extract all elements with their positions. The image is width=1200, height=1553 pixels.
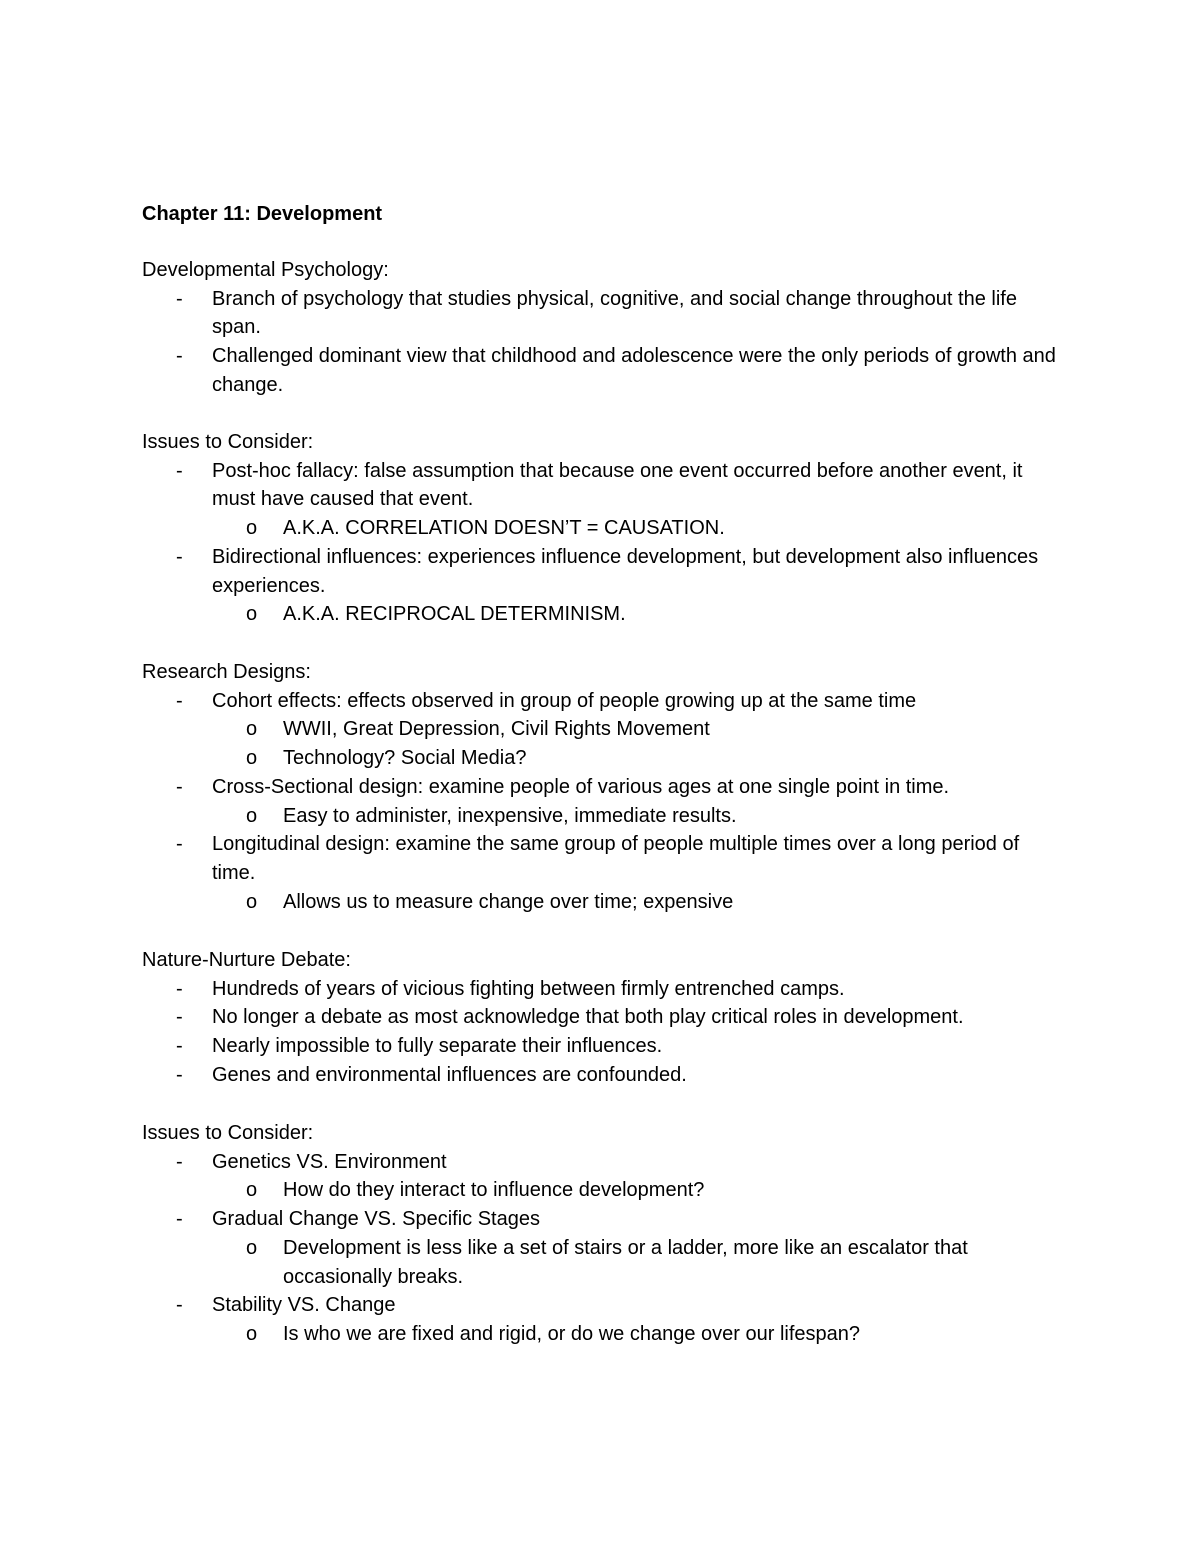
list-item — [142, 1148, 1062, 1177]
sub-list-item — [142, 1234, 1062, 1291]
section-research-designs — [142, 658, 1062, 916]
sub-list-item — [142, 744, 1062, 773]
dash-bullet: - — [176, 287, 183, 310]
section-issues-to-consider-1 — [142, 428, 1062, 629]
dash-bullet: - — [176, 833, 183, 856]
list-item — [142, 285, 1062, 342]
section-developmental-psychology — [142, 256, 1062, 400]
circle-bullet: o — [246, 1236, 258, 1259]
circle-bullet: o — [246, 517, 258, 540]
list-item-text: Bidirectional influences: experiences influence development, but development also influences experiences. — [212, 545, 1039, 597]
sub-list-item — [142, 514, 1062, 543]
dash-bullet: - — [176, 1294, 183, 1317]
list-item-text: Hundreds of years of vicious fighting between firmly entrenched camps. — [212, 977, 845, 1000]
section-heading: Research Designs: — [142, 661, 311, 683]
dash-bullet: - — [176, 977, 183, 1000]
sub-list-item-text: Is who we are fixed and rigid, or do we change over our lifespan? — [283, 1322, 861, 1345]
list-item-text: Post-hoc fallacy: false assumption that because one event occurred before another event, it must have caused that event. — [212, 459, 1023, 511]
list-item-text: Longitudinal design: examine the same group of people multiple times over a long period of time. — [212, 833, 1020, 884]
dash-bullet: - — [176, 1006, 183, 1029]
list-item-text: No longer a debate as most acknowledge that both play critical roles in development. — [212, 1006, 964, 1029]
list-item-text: Nearly impossible to fully separate their influences. — [212, 1035, 663, 1058]
list-item — [142, 1003, 1062, 1032]
list-item — [142, 1205, 1062, 1234]
list-item — [142, 543, 1062, 600]
sub-list-item-text: A.K.A. CORRELATION DOESN’T = CAUSATION. — [283, 517, 725, 540]
list-item-text: Gradual Change VS. Specific Stages — [212, 1208, 540, 1231]
sub-list-item-text: Development is less like a set of stairs or a ladder, more like an escalator that occasionally breaks. — [283, 1236, 968, 1288]
sub-list-item — [142, 600, 1062, 629]
list-item — [142, 773, 1062, 802]
dash-bullet: - — [176, 1208, 183, 1231]
list-item — [142, 975, 1062, 1004]
circle-bullet: o — [246, 890, 258, 913]
dash-bullet: - — [176, 1063, 183, 1086]
list-item-text: Branch of psychology that studies physical, cognitive, and social change throughout the life span. — [212, 287, 1017, 339]
dash-bullet: - — [176, 1150, 183, 1173]
list-item-text: Genes and environmental influences are confounded. — [212, 1063, 687, 1086]
section-heading: Developmental Psychology: — [142, 259, 389, 281]
list-item-text: Stability VS. Change — [212, 1294, 396, 1317]
sub-list-item — [142, 1320, 1062, 1349]
list-item — [142, 342, 1062, 399]
sub-list-item — [142, 888, 1062, 917]
list-item — [142, 1291, 1062, 1320]
list-item — [142, 830, 1062, 887]
section-heading: Nature-Nurture Debate: — [142, 949, 351, 971]
dash-bullet: - — [176, 689, 183, 712]
list-item — [142, 1061, 1062, 1090]
circle-bullet: o — [246, 747, 258, 770]
list-item-text: Cross-Sectional design: examine people of various ages at one single point in time. — [212, 775, 950, 798]
sub-list-item-text: WWII, Great Depression, Civil Rights Movement — [283, 718, 710, 741]
dash-bullet: - — [176, 1035, 183, 1058]
sub-list-item-text: Allows us to measure change over time; expensive — [283, 890, 734, 913]
sub-list-item-text: Technology? Social Media? — [283, 747, 527, 770]
circle-bullet: o — [246, 1322, 258, 1345]
circle-bullet: o — [246, 718, 258, 741]
section-heading: Issues to Consider: — [142, 1122, 314, 1144]
circle-bullet: o — [246, 804, 258, 827]
list-item-text: Cohort effects: effects observed in group of people growing up at the same time — [212, 689, 917, 712]
sub-list-item — [142, 715, 1062, 744]
sub-list-item-text: Easy to administer, inexpensive, immediate results. — [283, 804, 737, 827]
section-nature-nurture-debate — [142, 946, 1062, 1090]
sub-list-item-text: A.K.A. RECIPROCAL DETERMINISM. — [283, 603, 626, 626]
list-item-text: Genetics VS. Environment — [212, 1150, 447, 1173]
dash-bullet: - — [176, 545, 183, 568]
dash-bullet: - — [176, 775, 183, 798]
sub-list-item — [142, 802, 1062, 831]
section-heading: Issues to Consider: — [142, 431, 314, 453]
sub-list-item-text: How do they interact to influence development? — [283, 1179, 705, 1202]
section-issues-to-consider-2 — [142, 1119, 1062, 1349]
sub-list-item — [142, 1176, 1062, 1205]
list-item — [142, 1032, 1062, 1061]
dash-bullet: - — [176, 459, 183, 482]
circle-bullet: o — [246, 603, 258, 626]
list-item — [142, 457, 1062, 514]
list-item-text: Challenged dominant view that childhood and adolescence were the only periods of growth and change. — [212, 345, 1056, 396]
circle-bullet: o — [246, 1179, 258, 1202]
list-item — [142, 687, 1062, 716]
dash-bullet: - — [176, 345, 183, 368]
page-title: Chapter 11: Development — [142, 203, 383, 225]
